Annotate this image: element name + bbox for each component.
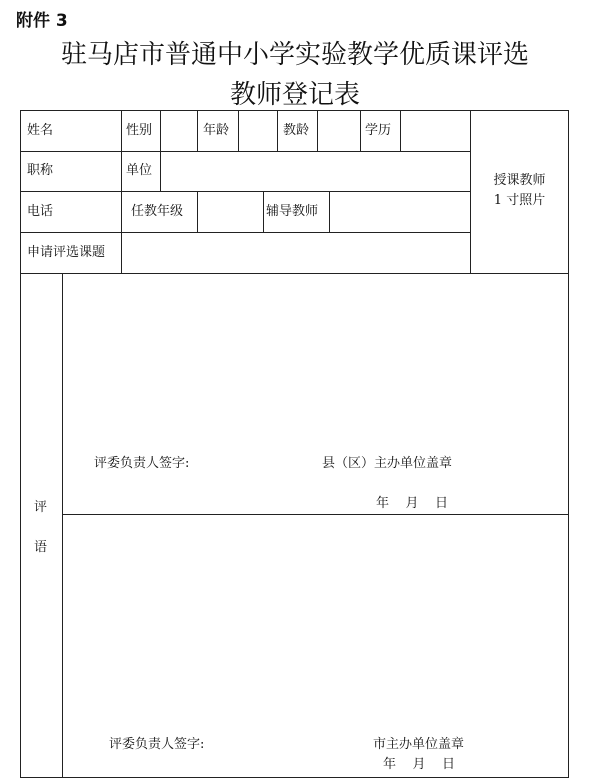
photo-placeholder[interactable] xyxy=(470,171,569,211)
name-label: 姓名 xyxy=(27,123,54,138)
teaching-years-value-cell[interactable] xyxy=(317,111,360,151)
col-divider xyxy=(121,191,122,232)
education-label: 学历 xyxy=(365,123,392,138)
col-divider xyxy=(121,151,122,191)
mentor-label: 辅导教师 xyxy=(266,204,319,219)
col-divider xyxy=(197,111,198,151)
phone-label: 电话 xyxy=(27,204,54,219)
photo-label-line2: 1 寸照片 xyxy=(493,193,546,208)
county-seal-label: 县（区）主办单位盖章 xyxy=(322,456,453,471)
page-subtitle: 教师登记表 xyxy=(229,80,360,110)
comments-label-char1: 评 xyxy=(34,500,48,515)
col-divider xyxy=(277,111,278,151)
teaching-years-label: 教龄 xyxy=(283,123,310,138)
city-seal-label: 市主办单位盖章 xyxy=(373,737,465,752)
topic-label: 申请评选课题 xyxy=(27,245,106,260)
county-judge-signature-label: 评委负责人签字: xyxy=(94,456,190,471)
age-label: 年龄 xyxy=(203,123,230,138)
county-review-area[interactable] xyxy=(62,273,569,514)
registration-form xyxy=(20,110,569,778)
unit-value-cell[interactable] xyxy=(160,151,470,191)
county-date-label: 年 月 日 xyxy=(376,496,449,511)
grade-label: 任教年级 xyxy=(131,204,184,219)
age-value-cell[interactable] xyxy=(238,111,277,151)
col-divider xyxy=(121,111,122,151)
page-title: 驻马店市普通中小学实验教学优质课评选 xyxy=(60,40,529,70)
grade-value-cell[interactable] xyxy=(197,191,263,232)
city-date-label: 年 月 日 xyxy=(383,757,456,772)
photo-label-line1: 授课教师 xyxy=(493,173,546,188)
topic-value-cell[interactable] xyxy=(121,232,470,273)
city-judge-signature-label: 评委负责人签字: xyxy=(109,737,205,752)
mentor-value-cell[interactable] xyxy=(329,191,470,232)
name-value-cell[interactable] xyxy=(62,111,121,151)
gender-value-cell[interactable] xyxy=(160,111,197,151)
gender-label: 性别 xyxy=(126,123,153,138)
col-divider xyxy=(263,191,264,232)
attachment-label: 附件 3 xyxy=(16,11,68,31)
comments-label-char2: 语 xyxy=(34,540,48,555)
job-title-label: 职称 xyxy=(27,163,54,178)
education-value-cell[interactable] xyxy=(400,111,470,151)
job-title-value-cell[interactable] xyxy=(62,151,121,191)
unit-label: 单位 xyxy=(126,163,153,178)
phone-value-cell[interactable] xyxy=(62,191,121,232)
col-divider xyxy=(360,111,361,151)
